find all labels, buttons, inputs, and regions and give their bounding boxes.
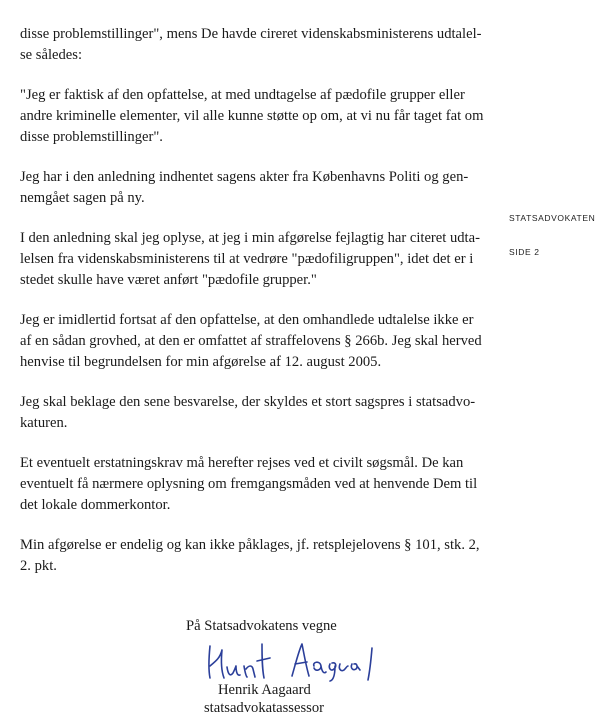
letter-body [20,24,490,596]
paragraph-opinion: Jeg er imidlertid fortsat af den opfattelse, at den omhandlede udtalelse ikke er af en sådan grovhed, at den er omfattet af straffelovens § 266b. Jeg skal herved henvise til begrundelsen for min afgørelse af 12. august 2005. [20,312,482,370]
closing-line: På Statsadvokatens vegne [186,618,337,634]
paragraph-quote-intro: disse problemstillinger", mens De havde cireret videnskabsministerens udtalel- se således: [20,26,482,63]
paragraph-final-decision: Min afgørelse er endelig og kan ikke påklages, jf. retsplejelovens § 101, stk. 2, 2. pkt. [20,537,480,574]
paragraph-compensation: Et eventuelt erstatningskrav må herefter rejses ved et civilt søgsmål. De kan eventuelt få nærmere oplysning om fremgangsmåden ved at henvende Dem til det lokale dommerkontor. [20,455,478,513]
sidebar-page-number: SIDE 2 [509,247,540,257]
sidebar-organization: STATSADVOKATEN [509,213,596,223]
paragraph-quote: "Jeg er faktisk af den opfattelse, at med undtagelse af pædofile grupper eller andre kriminelle elementer, vil alle kunne støtte op om, at vi nu får taget fat om disse problemstillinger". [20,87,484,145]
paragraph-correction: I den anledning skal jeg oplyse, at jeg i min afgørelse fejlagtig har citeret udta- lelsen fra videnskabsministerens til at vedrøre "pædofiligruppen", idet det er i stedet skulle have været anført "pædofile grupper." [20,230,480,288]
paragraph-apology: Jeg skal beklage den sene besvarelse, der skyldes et stort sagspres i statsadvo- katuren. [20,394,476,431]
signer-name: Henrik Aagaard [218,682,311,698]
signer-title: statsadvokatassessor [204,700,324,716]
paragraph-case-files: Jeg har i den anledning indhentet sagens akter fra Københavns Politi og gen- nemgået sagen på ny. [20,169,469,206]
